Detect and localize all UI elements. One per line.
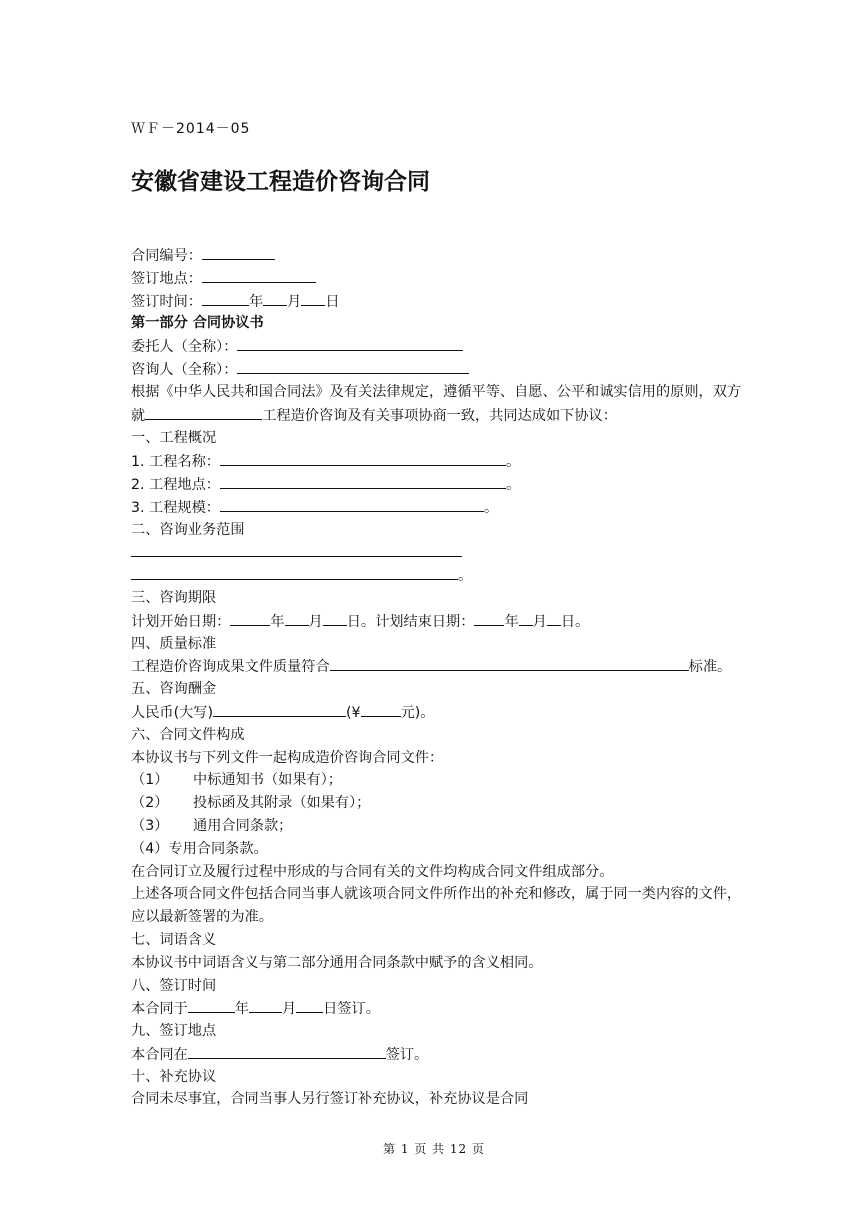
paragraph: 合同未尽事宜，合同当事人另行签订补充协议，补充协议是合同 bbox=[131, 1091, 529, 1108]
contract-number-blank[interactable] bbox=[202, 244, 275, 260]
fee-words-blank[interactable] bbox=[213, 701, 346, 717]
section-heading: 八、签订时间 bbox=[131, 977, 217, 994]
list-item: （2） 投标函及其附录（如果有）； bbox=[131, 795, 371, 812]
project-title-blank[interactable] bbox=[220, 450, 506, 466]
sign-place-line: 签订地点： bbox=[131, 267, 751, 290]
document-body bbox=[131, 244, 751, 1111]
section-heading: 七、词语含义 bbox=[131, 931, 217, 948]
consultant-blank[interactable] bbox=[237, 358, 469, 374]
end-day-blank[interactable] bbox=[547, 610, 561, 626]
signing-date-line: 本合同于 年 月 日签订。 bbox=[131, 997, 751, 1020]
project-location-blank[interactable] bbox=[220, 473, 506, 489]
project-location-line: 2. 工程地点： 。 bbox=[131, 473, 751, 496]
quality-line: 工程造价咨询成果文件质量符合 标准。 bbox=[131, 655, 751, 678]
documents-intro: 本协议书与下列文件一起构成造价咨询合同文件： bbox=[131, 749, 444, 766]
list-item: （4）专用合同条款。 bbox=[131, 840, 268, 857]
section-heading: 九、签订地点 bbox=[131, 1023, 217, 1040]
project-scale-line: 3. 工程规模： 。 bbox=[131, 496, 751, 519]
end-month-blank[interactable] bbox=[519, 610, 533, 626]
page-title: 安徽省建设工程造价咨询合同 bbox=[131, 169, 430, 195]
project-name-line: 1. 工程名称： 。 bbox=[131, 450, 751, 473]
fee-amount-blank[interactable] bbox=[361, 701, 401, 717]
quality-standard-blank[interactable] bbox=[330, 655, 689, 671]
sign-time-line: 签订时间： 年 月 日 bbox=[131, 290, 751, 313]
period-line: 计划开始日期： 年 月 日。计划结束日期： 年 月 日。 bbox=[131, 610, 751, 633]
paragraph: 上述各项合同文件包括合同当事人就该项合同文件所作出的补充和修改，属于同一类内容的文件，应以最新签署的为准。 bbox=[131, 886, 742, 926]
section-heading: 四、质量标准 bbox=[131, 635, 217, 652]
consultant-line: 咨询人（全称）： bbox=[131, 358, 751, 381]
paragraph: 在合同订立及履行过程中形成的与合同有关的文件均构成合同文件组成部分。 bbox=[131, 863, 614, 880]
sign-day-blank[interactable] bbox=[301, 290, 325, 306]
part-heading: 第一部分 合同协议书 bbox=[131, 315, 264, 332]
signing-place-blank[interactable] bbox=[188, 1043, 386, 1059]
project-scale-blank[interactable] bbox=[220, 496, 484, 512]
sign-month-blank[interactable] bbox=[263, 290, 287, 306]
start-day-blank[interactable] bbox=[323, 610, 347, 626]
start-year-blank[interactable] bbox=[230, 610, 270, 626]
page-footer: 第 1 页 共 12 页 bbox=[383, 1142, 485, 1156]
client-blank[interactable] bbox=[237, 335, 463, 351]
section-heading: 十、补充协议 bbox=[131, 1068, 217, 1085]
scope-blank-2[interactable] bbox=[131, 564, 458, 580]
section-heading: 三、咨询期限 bbox=[131, 589, 217, 606]
signing-day-blank[interactable] bbox=[296, 997, 323, 1013]
list-item: （1） 中标通知书（如果有）； bbox=[131, 772, 342, 789]
signing-place-line: 本合同在 签订。 bbox=[131, 1043, 751, 1066]
project-name-blank[interactable] bbox=[145, 404, 262, 420]
document-code: ＷＦ－2014－05 bbox=[131, 121, 251, 137]
fee-line: 人民币(大写) (¥ 元)。 bbox=[131, 701, 751, 724]
signing-year-blank[interactable] bbox=[188, 997, 235, 1013]
section-heading: 六、合同文件构成 bbox=[131, 726, 245, 743]
contract-number-line: 合同编号： bbox=[131, 244, 751, 267]
section-heading: 五、咨询酬金 bbox=[131, 681, 217, 698]
sign-place-blank[interactable] bbox=[202, 267, 316, 283]
start-month-blank[interactable] bbox=[285, 610, 309, 626]
paragraph: 本协议书中词语含义与第二部分通用合同条款中赋予的含义相同。 bbox=[131, 954, 543, 971]
scope-blank-1[interactable] bbox=[131, 541, 462, 557]
preamble-paragraph: 根据《中华人民共和国合同法》及有关法律规定，遵循平等、自愿、公平和诚实信用的原则，双方就 工程造价咨询及有关事项协商一致，共同达成如下协议： bbox=[131, 383, 742, 424]
sign-year-blank[interactable] bbox=[202, 290, 249, 306]
end-year-blank[interactable] bbox=[474, 610, 504, 626]
signing-month-blank[interactable] bbox=[249, 997, 282, 1013]
client-line: 委托人（全称）： bbox=[131, 335, 751, 358]
scope-line-1 bbox=[131, 541, 751, 564]
section-heading: 二、咨询业务范围 bbox=[131, 521, 245, 538]
list-item: （3） 通用合同条款； bbox=[131, 817, 293, 834]
section-heading: 一、工程概况 bbox=[131, 430, 217, 447]
scope-line-2: 。 bbox=[131, 564, 751, 587]
